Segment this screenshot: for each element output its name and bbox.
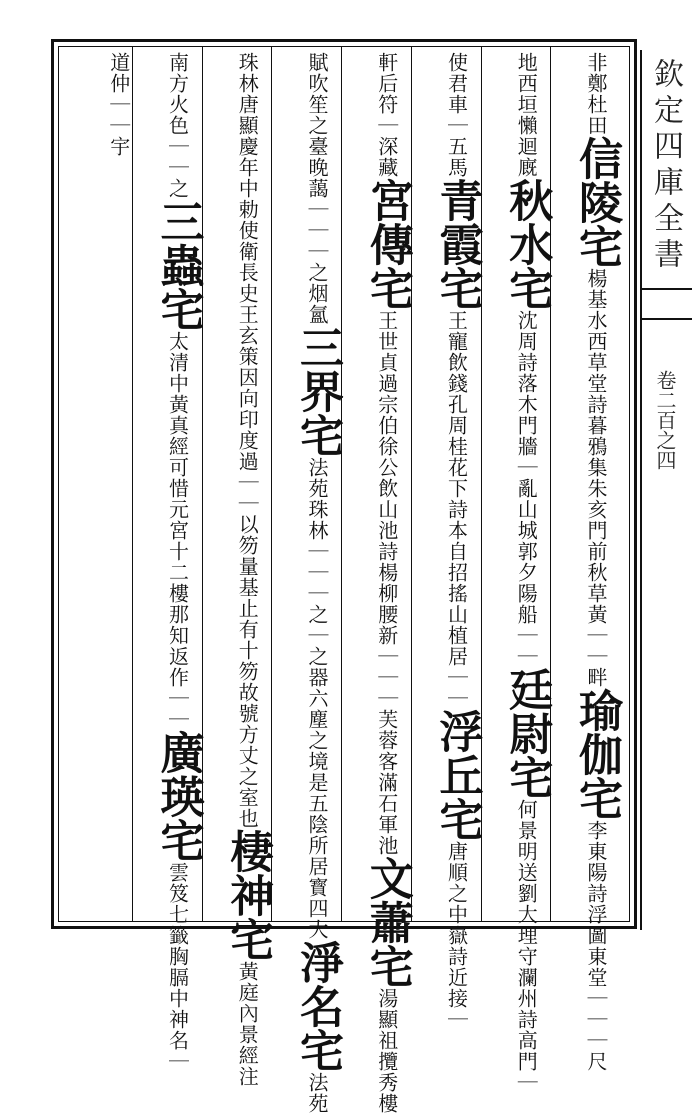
entry-text: 過｜｜以笏量基止有十笏故號方丈之室也 [235, 451, 260, 829]
entry-text: 太清中黃真經可惜元宮 [165, 331, 190, 541]
entry-text: 法苑 [305, 1072, 329, 1114]
entry-text: ｜五馬 [444, 115, 469, 178]
entry-text: 寳四大 [305, 877, 329, 940]
text-column-4 [347, 52, 413, 1114]
entry-text: 地西垣 [514, 52, 539, 115]
entry-text: 之器六塵之境是五陰所居 [305, 646, 329, 877]
entry-heading: 文蕭宅 [361, 856, 413, 988]
entry-heading: 棲神宅 [222, 829, 274, 961]
entry-heading: 三界宅 [292, 325, 343, 457]
entry-text: 楊基水西草堂詩 [584, 268, 608, 415]
entry-text: 王世貞過宗伯徐公飲山池詩 [374, 310, 399, 562]
entry-text: ｜｜宇 [106, 94, 131, 157]
entry-text: 暮鴉集朱亥門前秋草黃 [584, 415, 608, 625]
text-column-8 [68, 52, 130, 918]
entry-heading: 秋水宅 [501, 178, 553, 310]
entry-text: 黃庭內景經注 [235, 961, 260, 1087]
entry-text: 本自招搖山植居 [444, 520, 469, 667]
column-rule [132, 47, 133, 921]
entry-text: ｜｜ [514, 625, 539, 667]
entry-text: 芙蓉客滿石軍池 [374, 709, 399, 856]
entry-heading: 浮丘宅 [431, 709, 483, 841]
entry-heading: 淨名宅 [292, 940, 343, 1072]
entry-heading: 信陵宅 [571, 136, 622, 268]
entry-heading: 青霞宅 [431, 178, 483, 310]
text-column-1 [556, 52, 622, 1072]
entry-text: ｜深藏 [374, 115, 399, 178]
entry-text: 法苑珠林｜｜｜之｜ [305, 457, 329, 646]
column-rule [271, 47, 272, 921]
entry-heading: 廣瑛宅 [152, 730, 204, 862]
entry-text: 楊柳腰新｜｜｜ [374, 562, 399, 709]
text-column-7 [138, 52, 204, 1072]
banderole-title: 欽定四庫全書 [648, 58, 683, 274]
entry-text: 雲笈七籤胸膈中神名｜ [165, 862, 190, 1072]
entry-text: 湯顯祖攬秀樓 [374, 988, 399, 1114]
entry-text: ｜｜｜之烟氳 [305, 199, 329, 325]
entry-text: 十二樓那知返作｜｜ [165, 541, 190, 730]
entry-text: 杜田 [584, 94, 608, 136]
entry-heading: 瑜伽宅 [571, 688, 622, 820]
entry-text: ｜亂山城郭夕陽船 [514, 457, 539, 625]
text-column-3 [417, 52, 483, 1030]
entry-text: 王寵飲錢孔周桂花下詩 [444, 310, 469, 520]
entry-heading: 廷尉宅 [501, 667, 553, 799]
entry-text: 沈周詩落木門牆 [514, 310, 539, 457]
banderole-juan: 卷二百之四 [653, 370, 677, 470]
entry-text: 使君車 [444, 52, 469, 115]
text-column-2 [487, 52, 553, 1093]
entry-text: 道仲 [106, 52, 131, 94]
entry-text: ｜｜畔 [584, 625, 608, 688]
entry-text: ｜｜ [444, 667, 469, 709]
entry-text: 珠林唐顯慶年中勅使衛長史王玄策因向印度 [235, 52, 260, 451]
entry-heading: 三蟲宅 [152, 199, 204, 331]
entry-text: ｜｜之 [165, 136, 190, 199]
entry-text: 賦吹笙之臺晚藹 [305, 52, 329, 199]
entry-text: 軒后符 [374, 52, 399, 115]
column-rule [341, 47, 342, 921]
entry-text: 非鄭 [584, 52, 608, 94]
text-column-6 [208, 52, 274, 1087]
entry-text: 南方火色 [165, 52, 190, 136]
entry-text: 李東陽詩浮圖東堂｜｜｜尺 [584, 820, 608, 1072]
entry-text: 唐順之中嶽詩近接｜ [444, 841, 469, 1030]
entry-text: 懶迴廐 [514, 115, 539, 178]
entry-text: 何景明送劉大理守瀾州詩高門｜ [514, 799, 539, 1093]
entry-heading: 宮傳宅 [361, 178, 413, 310]
text-column-5 [277, 52, 343, 1114]
